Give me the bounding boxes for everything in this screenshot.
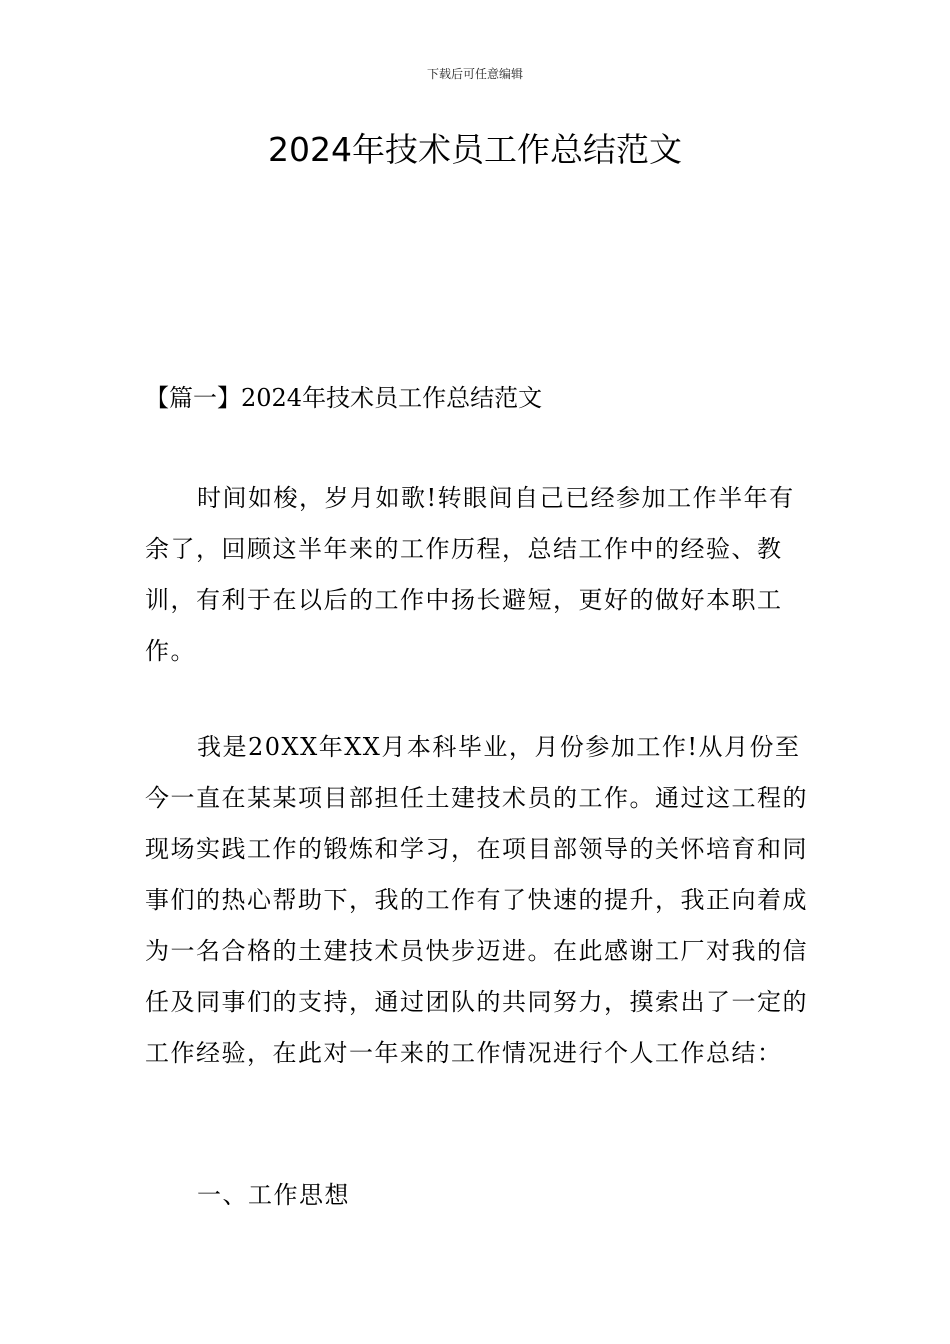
subheading-work-thoughts: 一、工作思想: [197, 1181, 350, 1209]
header-note: 下载后可任意编辑: [426, 67, 523, 81]
paragraph-background: 我是20XX年XX月本科毕业，月份参加工作!从月份至今一直在某某项目部担任土建技术员的工作。通过这工程的现场实践工作的锻炼和学习，在项目部领导的关怀培育和同事们的热心帮助下，我的工作有了快速的提升，我正向着成为一名合格的土建技术员快步迈进。在此感谢工厂对我的信任及同事们的支持，通过团队的共同努力，摸索出了一定的工作经验，在此对一年来的工作情况进行个人工作总结：: [145, 733, 808, 1067]
paragraph-intro: 时间如梭，岁月如歌!转眼间自己已经参加工作半年有余了，回顾这半年来的工作历程，总结工作中的经验、教训，有利于在以后的工作中扬长避短，更好的做好本职工作。: [145, 484, 795, 665]
document-title: 2024年技术员工作总结范文: [268, 130, 682, 169]
section-heading: 【篇一】2024年技术员工作总结范文: [145, 384, 543, 412]
